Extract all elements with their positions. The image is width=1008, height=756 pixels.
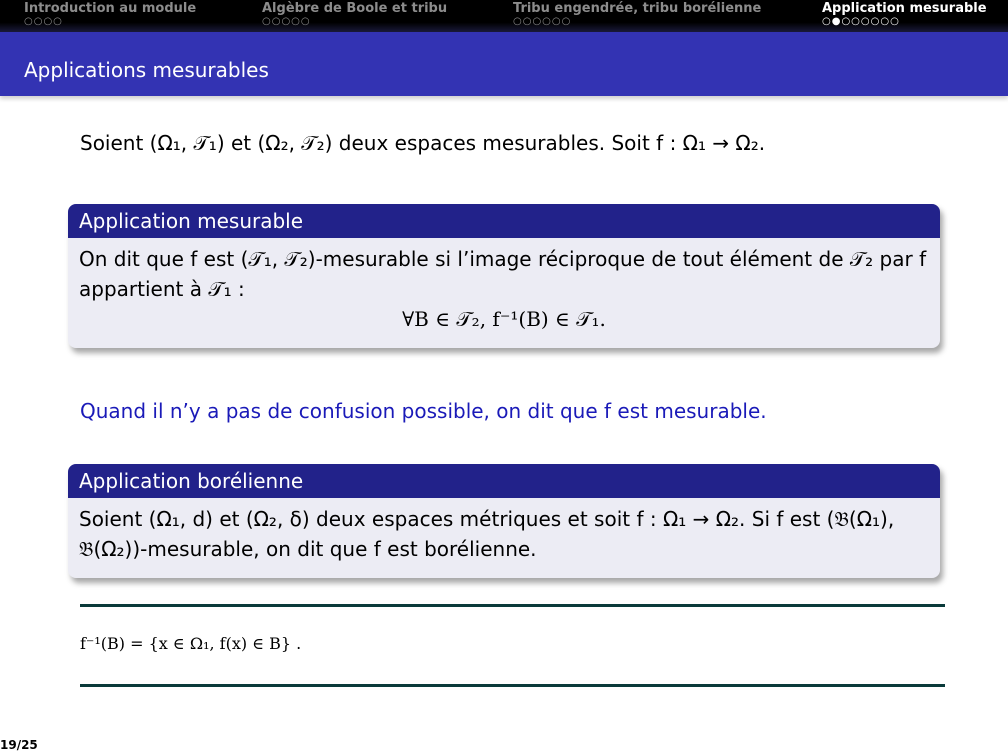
block-title: Application borélienne [68,464,940,498]
definition-block-application-borelienne [68,464,940,578]
note-rule-top [80,604,945,607]
nav-dots-tribu-engendree[interactable]: ○○○○○○ [513,16,572,27]
definition-text: Soient (Ω₁, d) et (Ω₂, δ) deux espaces métriques et soit f : Ω₁ → Ω₂. Si f est (𝔅(Ω₁), 𝔅(Ω₂))-mesurable, on dit que f est borélienne. [79,507,895,561]
block-body [68,238,940,334]
nav-section-algebre-boole[interactable]: Algèbre de Boole et tribu [262,1,448,16]
definition-formula: ∀B ∈ 𝒯₂, f⁻¹(B) ∈ 𝒯₁. [402,307,606,331]
nav-section-introduction[interactable]: Introduction au module [24,1,197,16]
block-title: Application mesurable [68,204,940,238]
nav-dots-introduction[interactable]: ○○○○ [24,16,63,27]
page-number: 19/25 [0,738,38,752]
navigation-bar [0,0,1008,32]
frame-title: Applications mesurables [24,58,269,82]
note-rule-bottom [80,684,945,687]
definition-text: On dit que f est (𝒯₁, 𝒯₂)-mesurable si l’image réciproque de tout élément de 𝒯₂ par f appartient à 𝒯₁ : [79,247,927,301]
intro-text: Soient (Ω₁, 𝒯₁) et (Ω₂, 𝒯₂) deux espaces mesurables. Soit f : Ω₁ → Ω₂. [80,131,766,155]
nav-dots-application-mesurable[interactable]: ○●○○○○○○ [822,16,900,27]
nav-dots-algebre-boole[interactable]: ○○○○○ [262,16,311,27]
remark-text: Quand il n’y a pas de confusion possible, on dit que f est mesurable. [80,399,767,423]
footnote-formula: f⁻¹(B) = {x ∈ Ω₁, f(x) ∈ B} . [80,634,302,653]
nav-section-application-mesurable[interactable]: Application mesurable [822,1,987,16]
nav-section-tribu-engendree[interactable]: Tribu engendrée, tribu borélienne [513,1,762,16]
block-body [68,498,940,564]
definition-block-application-mesurable [68,204,940,348]
